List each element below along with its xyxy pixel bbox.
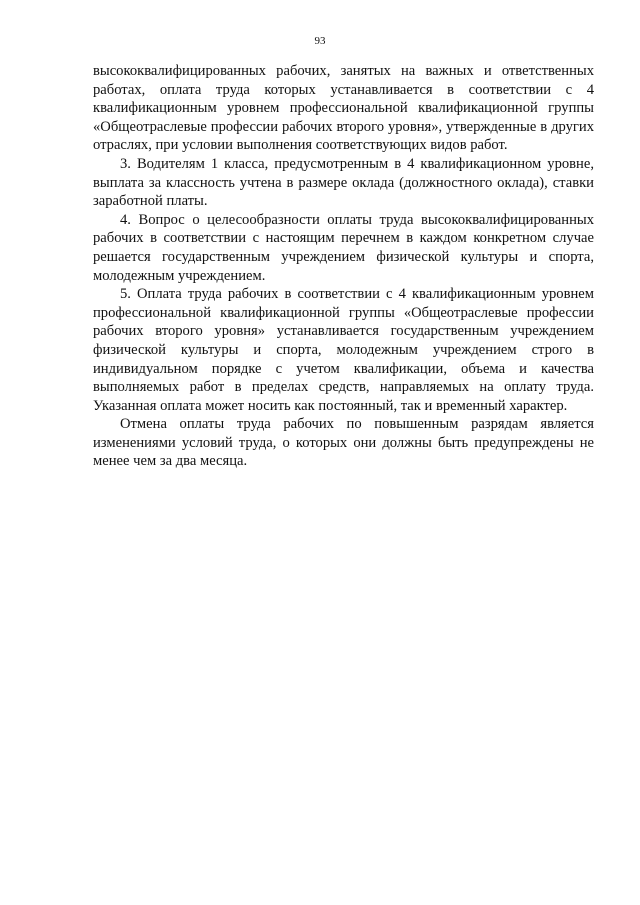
paragraph-item-4: 4. Вопрос о целесообразности оплаты труда высококвалифицированных рабочих в соответствии с настоящим перечнем в каждом конкретном случае решается государственным учреждением физической культуры и спорта, молодежным учреждением. [93,211,594,284]
paragraph-item-3: 3. Водителям 1 класса, предусмотренным в 4 квалификационном уровне, выплата за классность учтена в размере оклада (должностного оклада), ставки заработной платы. [93,155,594,210]
paragraph-cancellation: Отмена оплаты труда рабочих по повышенным разрядам является изменениями условий труда, о которых они должны быть предупреждены не менее чем за два месяца. [93,416,594,470]
document-body [93,62,594,471]
page-number: 93 [314,35,326,47]
paragraph-item-5: 5. Оплата труда рабочих в соответствии с 4 квалификационным уровнем профессиональной квалификационной группы «Общеотраслевые профессии рабочих второго уровня» устанавливается государственным учреждением физической культуры и спорта, молодежным учреждением строго в индивидуальном порядке с учетом квалификации, объема и качества выполняемых работ в пределах средств, направляемых на оплату труда. Указанная оплата может носить как постоянный, так и временный характер. [93,286,594,414]
paragraph-continuation: высококвалифицированных рабочих, занятых на важных и ответственных работах, оплата труда которых устанавливается в соответствии с 4 квалификационным уровнем профессиональной квалификационной группы «Общеотраслевые профессии рабочих второго уровня», утвержденные в других отраслях, при условии выполнения соответствующих видов работ. [93,63,594,154]
